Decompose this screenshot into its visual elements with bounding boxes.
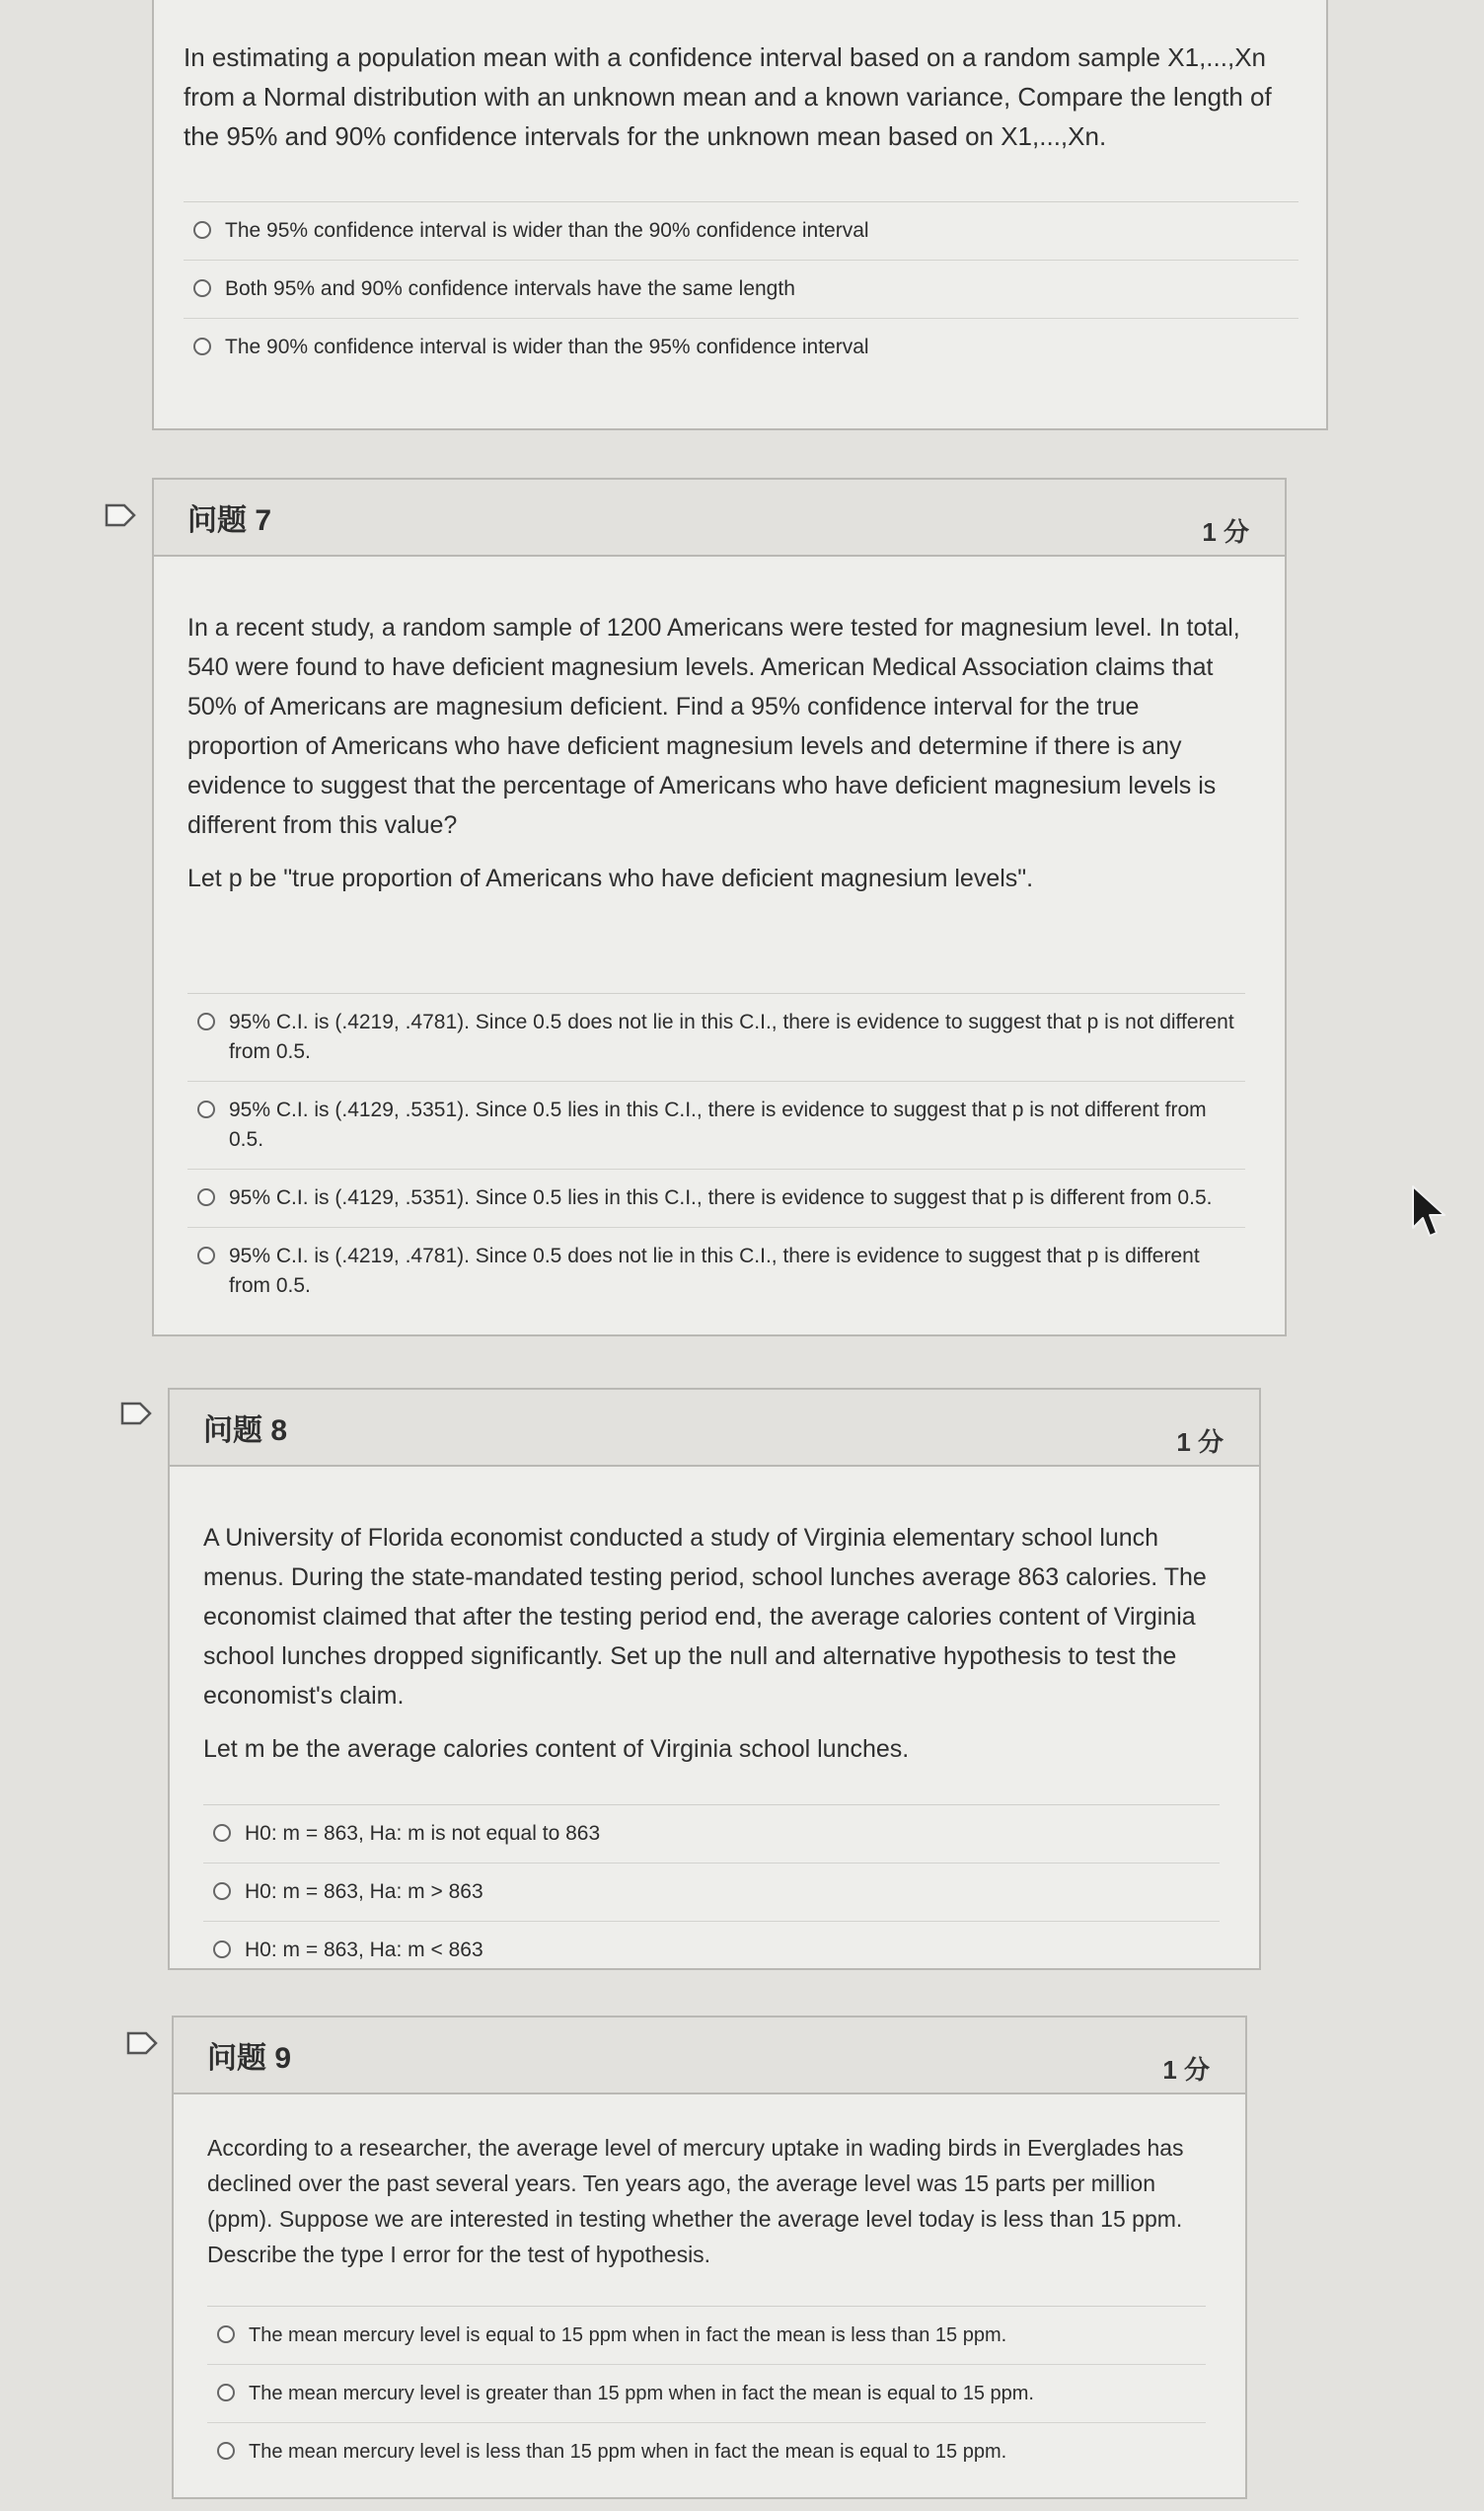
question-7-text: In a recent study, a random sample of 1200 Americans were tested for magnesium level. In total, 540 were found to have deficient magnesium levels. American Medical Association claims that 50% of Americans are magnesium deficient. Find a 95% confidence interval for the true proportion of Americans who have deficient magnesium levels and determine if there is any evidence to suggest that the percentage of Americans who have deficient magnesium levels is different from this value? <box>187 614 1240 839</box>
question-7-card <box>152 478 1287 1336</box>
option-label: The 90% confidence interval is wider than the 95% confidence interval <box>225 336 869 358</box>
radio-button[interactable] <box>197 1013 215 1030</box>
radio-button[interactable] <box>197 1247 215 1264</box>
flag-question-8-icon[interactable] <box>120 1402 152 1425</box>
question-7-option-4[interactable] <box>187 1228 1245 1315</box>
radio-button[interactable] <box>217 2384 235 2401</box>
radio-button[interactable] <box>217 2442 235 2460</box>
radio-button[interactable] <box>213 1824 231 1842</box>
question-6-option-3[interactable] <box>184 319 1298 376</box>
question-9-answers <box>207 2306 1206 2480</box>
question-7-option-1[interactable] <box>187 994 1245 1082</box>
flag-question-7-icon[interactable] <box>105 503 136 527</box>
question-7-answers <box>187 993 1245 1315</box>
radio-button[interactable] <box>193 221 211 239</box>
option-label: H0: m = 863, Ha: m > 863 <box>245 1880 483 1903</box>
flag-question-9-icon[interactable] <box>126 2031 158 2055</box>
radio-button[interactable] <box>213 1882 231 1900</box>
option-label: Both 95% and 90% confidence intervals have the same length <box>225 277 795 300</box>
question-7-definition: Let p be "true proportion of Americans who have deficient magnesium levels". <box>187 865 1034 892</box>
radio-button[interactable] <box>193 338 211 355</box>
question-6-text: In estimating a population mean with a confidence interval based on a random sample X1,...,Xn from a Normal distribution with an unknown mean and a known variance, Compare the length of the 95% and 90% confidence intervals for the unknown mean based on X1,...,Xn. <box>184 42 1272 151</box>
option-label: 95% C.I. is (.4129, .5351). Since 0.5 lies in this C.I., there is evidence to suggest that p is different from 0.5. <box>229 1186 1213 1209</box>
question-6-answers <box>184 201 1298 376</box>
option-label: The mean mercury level is greater than 15 ppm when in fact the mean is equal to 15 ppm. <box>249 2383 1034 2404</box>
question-8-card <box>168 1388 1261 1970</box>
question-9-header <box>174 2017 1245 2094</box>
question-7-title: 问题 7 <box>187 504 272 537</box>
question-6-card <box>152 0 1328 430</box>
question-7-header <box>154 480 1285 557</box>
option-label: H0: m = 863, Ha: m < 863 <box>245 1939 483 1961</box>
radio-button[interactable] <box>193 279 211 297</box>
option-label: 95% C.I. is (.4219, .4781). Since 0.5 does not lie in this C.I., there is evidence to suggest that p is different from 0.5. <box>229 1245 1200 1297</box>
question-7-option-3[interactable] <box>187 1170 1245 1228</box>
question-8-definition: Let m be the average calories content of Virginia school lunches. <box>203 1735 910 1763</box>
question-8-points: 1 分 <box>1176 1426 1224 1457</box>
question-9-points: 1 分 <box>1162 2054 1210 2085</box>
question-9-card <box>172 2016 1247 2499</box>
radio-button[interactable] <box>197 1188 215 1206</box>
question-6-option-1[interactable] <box>184 202 1298 261</box>
radio-button[interactable] <box>217 2325 235 2343</box>
question-8-answers <box>203 1804 1220 1979</box>
question-8-option-3[interactable] <box>203 1922 1220 1979</box>
radio-button[interactable] <box>197 1101 215 1118</box>
question-7-points: 1 分 <box>1202 516 1249 547</box>
option-label: The mean mercury level is less than 15 ppm when in fact the mean is equal to 15 ppm. <box>249 2441 1007 2463</box>
question-8-option-2[interactable] <box>203 1864 1220 1922</box>
question-8-title: 问题 8 <box>203 1414 288 1447</box>
question-9-option-2[interactable] <box>207 2365 1206 2423</box>
option-label: The mean mercury level is equal to 15 ppm when in fact the mean is less than 15 ppm. <box>249 2324 1007 2346</box>
question-9-option-3[interactable] <box>207 2423 1206 2480</box>
radio-button[interactable] <box>213 1940 231 1958</box>
question-9-text: According to a researcher, the average level of mercury uptake in wading birds in Everglades has declined over the past several years. Ten years ago, the average level was 15 parts per million (ppm). Suppose we are interested in testing whether the average level today is less than 15 ppm. Describe the type I error for the test of hypothesis. <box>207 2135 1184 2267</box>
question-9-option-1[interactable] <box>207 2307 1206 2365</box>
question-7-option-2[interactable] <box>187 1082 1245 1170</box>
mouse-cursor-icon <box>1409 1184 1448 1240</box>
question-6-option-2[interactable] <box>184 261 1298 319</box>
question-8-header <box>170 1390 1259 1467</box>
question-8-text: A University of Florida economist conducted a study of Virginia elementary school lunch menus. During the state-mandated testing period, school lunches average 863 calories. The economist claimed that after the testing period end, the average calories content of Virginia school lunches dropped significantly. Set up the null and alternative hypothesis to test the economist's claim. <box>203 1524 1207 1710</box>
question-8-option-1[interactable] <box>203 1805 1220 1864</box>
option-label: 95% C.I. is (.4129, .5351). Since 0.5 lies in this C.I., there is evidence to suggest that p is not different from 0.5. <box>229 1099 1207 1151</box>
option-label: The 95% confidence interval is wider than the 90% confidence interval <box>225 219 869 242</box>
option-label: 95% C.I. is (.4219, .4781). Since 0.5 does not lie in this C.I., there is evidence to suggest that p is not different from 0.5. <box>229 1011 1234 1063</box>
option-label: H0: m = 863, Ha: m is not equal to 863 <box>245 1822 601 1845</box>
question-9-title: 问题 9 <box>207 2042 292 2075</box>
